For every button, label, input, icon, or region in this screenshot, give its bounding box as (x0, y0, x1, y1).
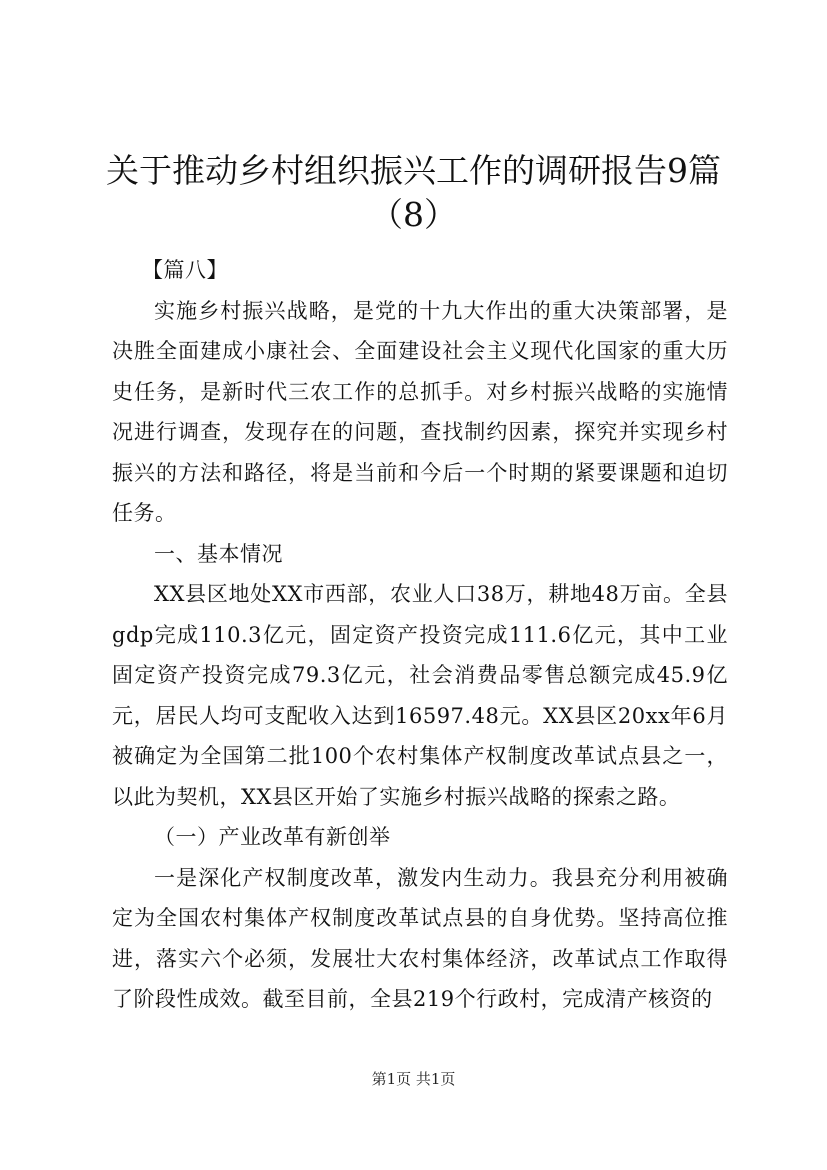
document-title: 关于推动乡村组织振兴工作的调研报告9篇 (106, 151, 721, 190)
document-title-part-number: （8） (370, 195, 457, 234)
section-tag: 【篇八】 (142, 258, 228, 282)
document-body (112, 250, 728, 1020)
heading-basic-situation: 一、基本情况 (154, 541, 283, 566)
subheading-industry-reform: （一）产业改革有新创举 (154, 825, 391, 849)
paragraph-intro: 实施乡村振兴战略，是党的十九大作出的重大决策部署，是决胜全面建成小康社会、全面建设社会主义现代化国家的重大历史任务，是新时代三农工作的总抓手。对乡村振兴战略的实施情况进行调查，发现存在的问题，查找制约因素，探究并实现乡村振兴的方法和路径，将是当前和今后一个时期的紧要课题和迫切任务。 (112, 298, 728, 525)
paragraph-property-reform: 一是深化产权制度改革，激发内生动力。我县充分利用被确定为全国农村集体产权制度改革试点县的自身优势。坚持高位推进，落实六个必须，发展壮大农村集体经济，改革试点工作取得了阶段性成效。截至目前，全县219个行政村，完成清产核资的 (112, 865, 728, 1011)
paragraph-basic-situation: XX县区地处XX市西部，农业人口38万，耕地48万亩。全县gdp完成110.3亿元，固定资产投资完成111.6亿元，其中工业固定资产投资完成79.3亿元，社会消费品零售总额完成45.9亿元，居民人均可支配收入达到16597.48元。XX县区20xx年6月被确定为全国第二批100个农村集体产权制度改革试点县之一，以此为契机，XX县区开始了实施乡村振兴战略的探索之路。 (112, 582, 728, 809)
page-footer: 第1页 共1页 (371, 1070, 456, 1088)
